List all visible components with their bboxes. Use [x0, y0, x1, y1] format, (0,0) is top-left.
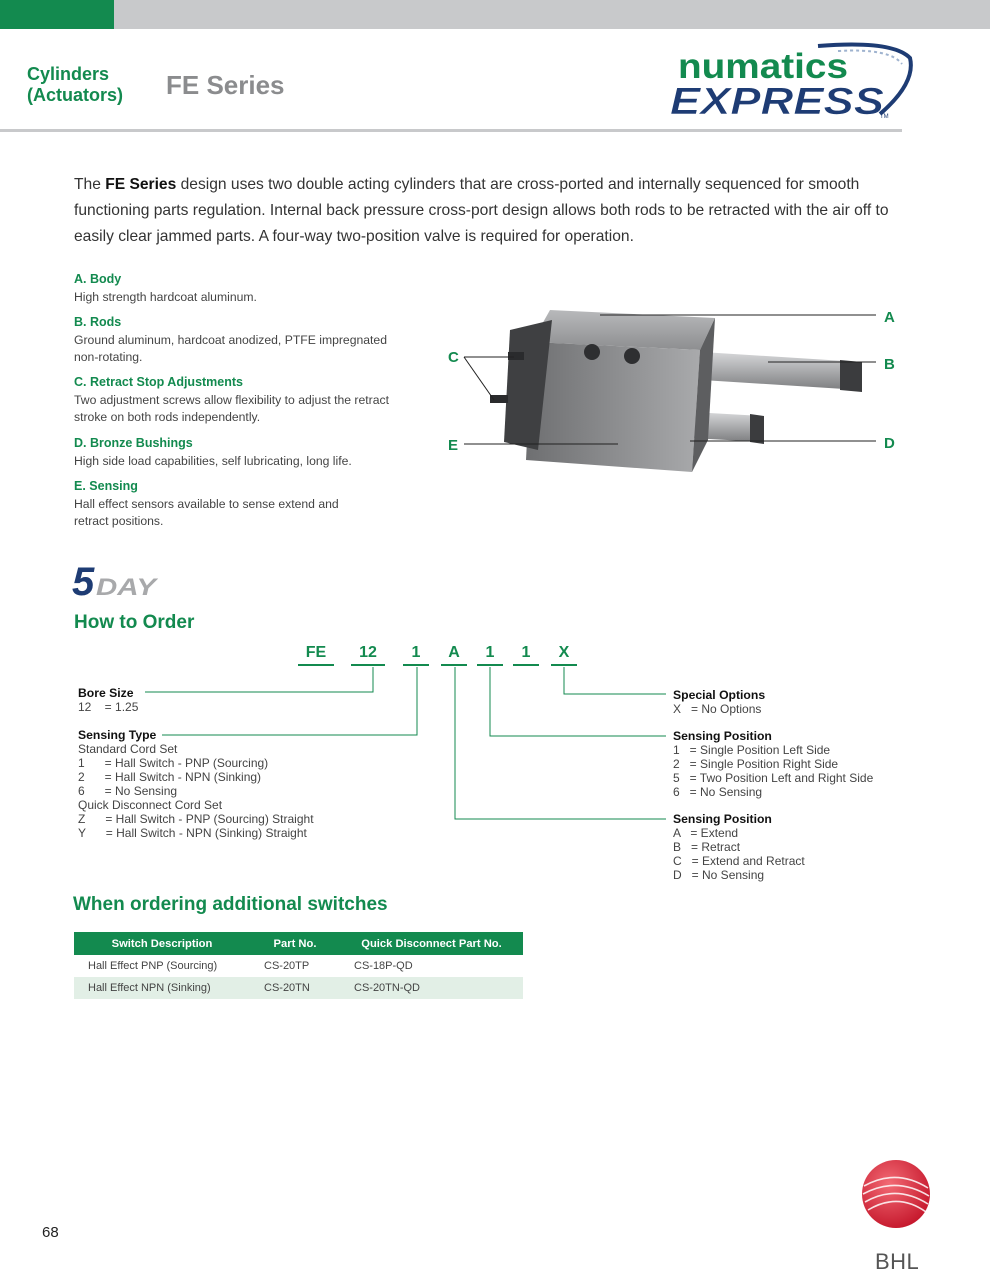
table-header-row	[74, 932, 523, 955]
option-line: D = No Sensing	[673, 868, 765, 882]
option-line: B = Retract	[673, 840, 741, 854]
how-to-order-title: How to Order	[74, 612, 195, 633]
table-cell: CS-18P-QD	[354, 960, 413, 972]
column-header: Part No.	[250, 932, 340, 955]
category-line-1: Cylinders	[27, 64, 110, 84]
code-text: X	[558, 644, 570, 661]
sensing-position-title: Sensing Position	[673, 812, 772, 826]
option-line: Y = Hall Switch - NPN (Sinking) Straight	[78, 826, 307, 840]
feature-desc: Two adjustment screws allow flexibility to adjust the retract stroke on both rods independently.	[74, 392, 389, 424]
special-options-title: Special Options	[673, 688, 766, 702]
logo-word-express: EXPRESS	[670, 81, 884, 122]
table-row	[74, 955, 523, 977]
feature-title: E. Sensing	[74, 479, 138, 493]
switches-table	[74, 932, 523, 999]
sensing-type-group	[78, 728, 314, 840]
bore-size-title: Bore Size	[78, 686, 134, 700]
code-text: 1	[521, 644, 531, 661]
feature-title: A. Body	[74, 272, 122, 286]
badge-word: DAY	[96, 574, 159, 600]
option-line: Z = Hall Switch - PNP (Sourcing) Straight	[78, 812, 314, 826]
special-options-group	[673, 688, 765, 716]
option-line: Standard Cord Set	[78, 742, 178, 756]
code-text: FE	[305, 644, 327, 661]
feature-desc: Ground aluminum, hardcoat anodized, PTFE impregnated non-rotating.	[74, 332, 387, 364]
callout-d: D	[884, 435, 895, 452]
option-line: 5 = Two Position Left and Right Side	[673, 771, 874, 785]
sensing-type-title: Sensing Type	[78, 728, 157, 742]
option-line: C = Extend and Retract	[673, 854, 805, 868]
table-cell: CS-20TN-QD	[340, 977, 523, 999]
bore-size-group	[78, 686, 138, 714]
code-text: A	[448, 644, 460, 661]
code-text: 1	[485, 644, 495, 661]
option-line: 12 = 1.25	[78, 700, 139, 714]
option-line: 1 = Single Position Left Side	[673, 743, 831, 757]
option-line: X = No Options	[673, 702, 762, 716]
code-text: 1	[411, 644, 421, 661]
bhl-globe-icon	[858, 1158, 934, 1234]
table-cell: CS-20TN	[250, 977, 340, 999]
badge-number: 5	[72, 560, 95, 600]
option-line: 6 = No Sensing	[673, 785, 763, 799]
logo-word-numatics: numatics	[678, 47, 848, 86]
feature-title: C. Retract Stop Adjustments	[74, 375, 244, 389]
feature-desc: High strength hardcoat aluminum.	[74, 289, 257, 304]
feature-title: B. Rods	[74, 315, 122, 329]
intro-prefix: The	[74, 176, 106, 193]
callout-a: A	[884, 309, 895, 326]
table-cell: Hall Effect NPN (Sinking)	[74, 977, 250, 999]
sensing-position-side-group	[673, 729, 873, 799]
table-cell: Hall Effect PNP (Sourcing)	[88, 960, 218, 972]
option-line: 2 = Hall Switch - NPN (Sinking)	[78, 770, 262, 784]
sensing-position-stroke-group	[673, 812, 805, 882]
option-line: 1 = Hall Switch - PNP (Sourcing)	[78, 756, 269, 770]
sensing-position-title: Sensing Position	[673, 729, 772, 743]
intro-text: design uses two double acting cylinders that are cross-ported and internally sequenced for smooth functioning parts regulation. Internal back pressure cross-port design allows both rods to be retracted with the air off to easily clear jammed parts. A four-way two-position valve is required for operation.	[74, 176, 889, 245]
callout-c: C	[448, 349, 459, 366]
intro-series-name: FE Series	[105, 176, 177, 193]
code-text: 12	[359, 644, 377, 661]
option-line: 6 = No Sensing	[78, 784, 178, 798]
additional-switches-title: When ordering additional switches	[73, 894, 388, 915]
logo-tm: TM	[880, 114, 889, 120]
bhl-brand-text: BHL	[875, 1249, 920, 1274]
column-header: Switch Description	[74, 932, 250, 955]
column-header: Quick Disconnect Part No.	[340, 932, 523, 955]
page-number: 68	[42, 1224, 59, 1241]
callout-e: E	[448, 437, 459, 454]
callout-b: B	[884, 356, 895, 373]
option-line: Quick Disconnect Cord Set	[78, 798, 223, 812]
feature-desc: Hall effect sensors available to sense extend and retract positions.	[74, 496, 339, 528]
category-line-2: (Actuators)	[27, 85, 124, 105]
feature-title: D. Bronze Bushings	[74, 436, 193, 450]
series-title: FE Series	[166, 70, 285, 100]
option-line: 2 = Single Position Right Side	[673, 757, 839, 771]
feature-desc: High side load capabilities, self lubricating, long life.	[74, 453, 352, 468]
option-line: A = Extend	[673, 826, 739, 840]
table-row	[74, 977, 523, 999]
table-cell: CS-20TP	[264, 960, 310, 972]
